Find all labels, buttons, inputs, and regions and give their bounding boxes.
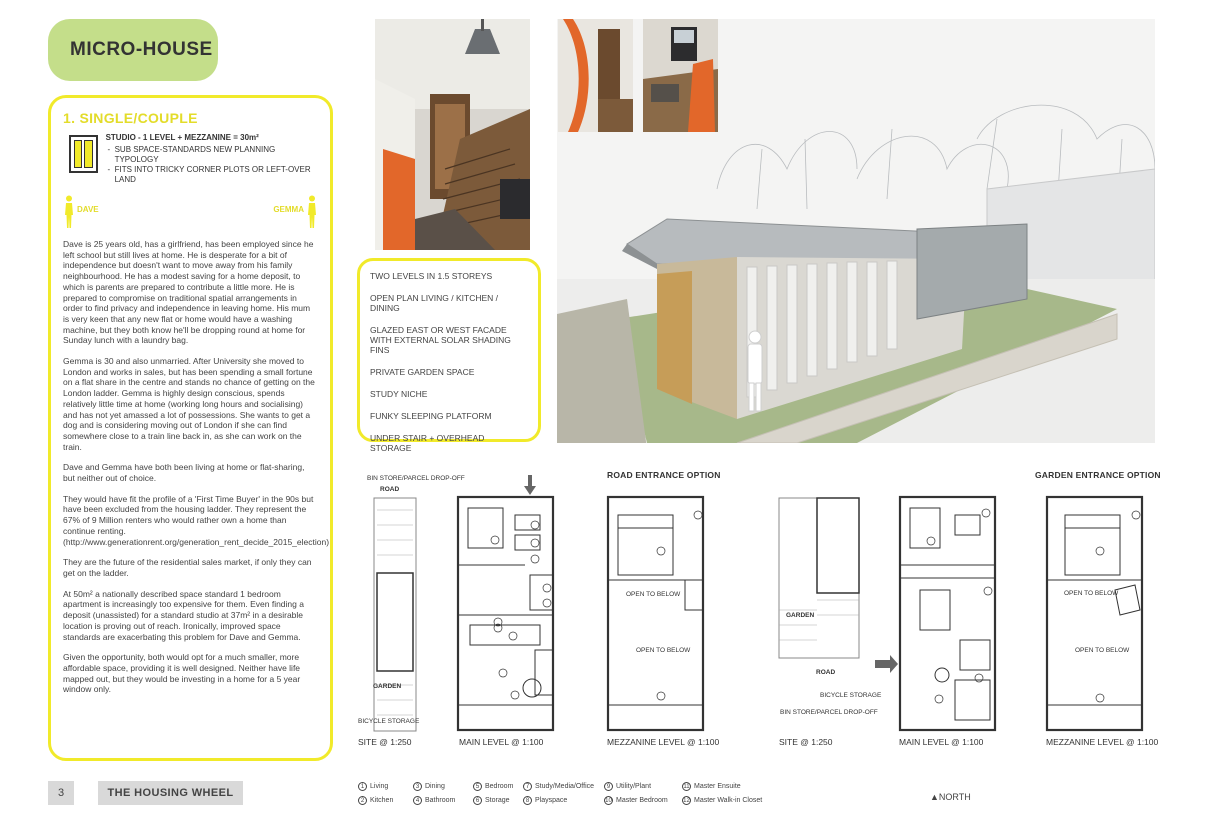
- story-paragraph: They are the future of the residential sales market, if only they can get on the ladder.: [63, 557, 312, 578]
- story-paragraph: Dave is 25 years old, has a girlfriend, has been employed since he left school but still lives at home. He is desperate for a bit of independence but doesn't want to move away from his family neighbourhood. He has a modest saving for a home deposit, to which is parents are prepared to contribute a little more. He is prepared to compromise on traditional spatial arrangements in order to find privacy and independence in leaving home. His mum is very keen that any new flat or home would have a washing machine, but they both know he'll be dropping round at home for Sunday lunch with a laundry bag.: [63, 239, 314, 346]
- feature-item: STUDY NICHE: [370, 389, 428, 399]
- legend-item: 11 Master Ensuite: [683, 783, 741, 790]
- legend-item: 10 Master Bedroom: [605, 797, 668, 804]
- story-paragraph: Gemma is 30 and also unmarried. After University she moved to London and works in sales, but has been spending a small fortune on a flat share in the centre and stands no chance of getting on the London ladder. Gemma is highly design conscious, spends relatively little time at home (working long hours and socialising) and has not yet amassed a lot of possessions. She wants to get a dog and is considering moving out of London if she can find somewhere close to a train line back in, as she can work on the train.: [63, 356, 315, 452]
- studio-bullet: - SUB SPACE-STANDARDS NEW PLANNING TYPOLOGY: [115, 145, 318, 165]
- feature-item: PRIVATE GARDEN SPACE: [370, 367, 475, 377]
- north-indicator: [930, 792, 971, 802]
- person-gemma: [273, 195, 318, 229]
- site-scale-label: SITE @ 1:250: [779, 737, 833, 747]
- main-level-label: MAIN LEVEL @ 1:100: [899, 737, 984, 747]
- open-to-below-label: OPEN TO BELOW: [626, 591, 681, 598]
- site-scale-label: SITE @ 1:250: [358, 737, 412, 747]
- legend-item: 1 Living: [358, 782, 388, 791]
- section-label: THE HOUSING WHEEL: [98, 781, 243, 805]
- bin-store-label-road: BIN STORE/PARCEL DROP-OFF: [367, 475, 465, 482]
- story-paragraph: Given the opportunity, both would opt for a much smaller, more affordable space, providing it is well designed. Neither have life mapped out, but they would be investing in a home for a 5 year window only.: [63, 652, 301, 695]
- person-dave: [63, 195, 99, 229]
- studio-plan-icon: [69, 135, 98, 173]
- road-label-road: ROAD: [380, 486, 400, 493]
- legend-item: 2 Kitchen: [358, 796, 393, 805]
- bicycle-label-road: BICYCLE STORAGE: [358, 718, 420, 725]
- legend-item: 4 Bathroom: [413, 796, 455, 805]
- person-icon: [63, 195, 75, 229]
- open-to-below-label: OPEN TO BELOW: [636, 647, 691, 654]
- persons-row: [63, 195, 318, 231]
- feature-item: GLAZED EAST OR WEST FACADE WITH EXTERNAL SOLAR SHADING FINS: [370, 325, 511, 355]
- road-option-title: ROAD ENTRANCE OPTION: [607, 470, 721, 480]
- person-name: DAVE: [77, 205, 99, 214]
- road-label-garden: ROAD: [816, 669, 836, 676]
- person-name: GEMMA: [273, 205, 304, 214]
- feature-item: TWO LEVELS IN 1.5 STOREYS: [370, 271, 493, 281]
- interior-photo-hallway: [643, 19, 718, 132]
- title-pill: [48, 19, 218, 81]
- feature-item: OPEN PLAN LIVING / KITCHEN / DINING: [370, 293, 499, 313]
- garden-option-title: GARDEN ENTRANCE OPTION: [1035, 470, 1161, 480]
- garden-label-road: GARDEN: [373, 683, 402, 690]
- mezzanine-level-label: MEZZANINE LEVEL @ 1:100: [607, 737, 720, 747]
- studio-title: STUDIO - 1 LEVEL + MEZZANINE = 30m²: [105, 133, 259, 142]
- story-paragraph: Dave and Gemma have both been living at home or flat-sharing, but neither out of choice.: [63, 462, 305, 484]
- studio-bullets: [106, 145, 318, 185]
- story-paragraph: They would have fit the profile of a 'First Time Buyer' in the 90s but have been excluded from the housing ladder. They represent the 67% of 9 Million renters who would rather own a home than continue renting. (http://www.generationrent.org/generation_rent_decide_2015_election): [63, 493, 330, 547]
- main-level-label: MAIN LEVEL @ 1:100: [459, 737, 544, 747]
- interior-photo-stairs: [375, 19, 530, 250]
- mezzanine-level-label: MEZZANINE LEVEL @ 1:100: [1046, 737, 1159, 747]
- legend-item: 6 Storage: [473, 796, 510, 805]
- floor-plans-drawing: [355, 470, 1165, 740]
- north-arrow-icon: ▲: [930, 792, 939, 802]
- legend-item: 12 Master Walk-in Closet: [683, 797, 763, 804]
- bin-store-label-garden: BIN STORE/PARCEL DROP-OFF: [780, 709, 878, 716]
- bicycle-label-garden: BICYCLE STORAGE: [820, 692, 882, 699]
- story-paragraph: At 50m² a nationally described space standard 1 bedroom apartment is increasingly too expensive for them. Even finding a deposit (unassisted) for a standard studio at 37m² in a desirable location is proving out of reach. Ironically, improved space standards are exacerbating this problem for Dave and Gemma.: [63, 588, 304, 642]
- studio-bullet: - FITS INTO TRICKY CORNER PLOTS OR LEFT-OVER LAND: [115, 165, 318, 185]
- page-number: 3: [48, 781, 74, 805]
- legend-item: 8 Playspace: [523, 796, 567, 805]
- garden-label-garden: GARDEN: [786, 612, 815, 619]
- page-title: MICRO-HOUSE: [70, 39, 213, 60]
- north-label: NORTH: [938, 792, 971, 802]
- open-to-below-label: OPEN TO BELOW: [1075, 647, 1130, 654]
- legend-item: 9 Utility/Plant: [604, 782, 651, 791]
- feature-item: UNDER STAIR + OVERHEAD STORAGE: [370, 433, 485, 453]
- studio-summary: [63, 133, 318, 185]
- person-icon: [306, 195, 318, 229]
- legend-item: 7 Study/Media/Office: [523, 782, 594, 791]
- story-heading: 1. SINGLE/COUPLE: [63, 110, 198, 126]
- story-panel: [48, 95, 333, 761]
- features-panel: [357, 258, 541, 453]
- open-to-below-label: OPEN TO BELOW: [1064, 590, 1119, 597]
- legend-item: 5 Bedroom: [473, 782, 513, 791]
- feature-item: FUNKY SLEEPING PLATFORM: [370, 411, 492, 421]
- legend-item: 3 Dining: [413, 782, 445, 791]
- story-text: [63, 239, 330, 695]
- interior-photo-staircase: [558, 19, 633, 132]
